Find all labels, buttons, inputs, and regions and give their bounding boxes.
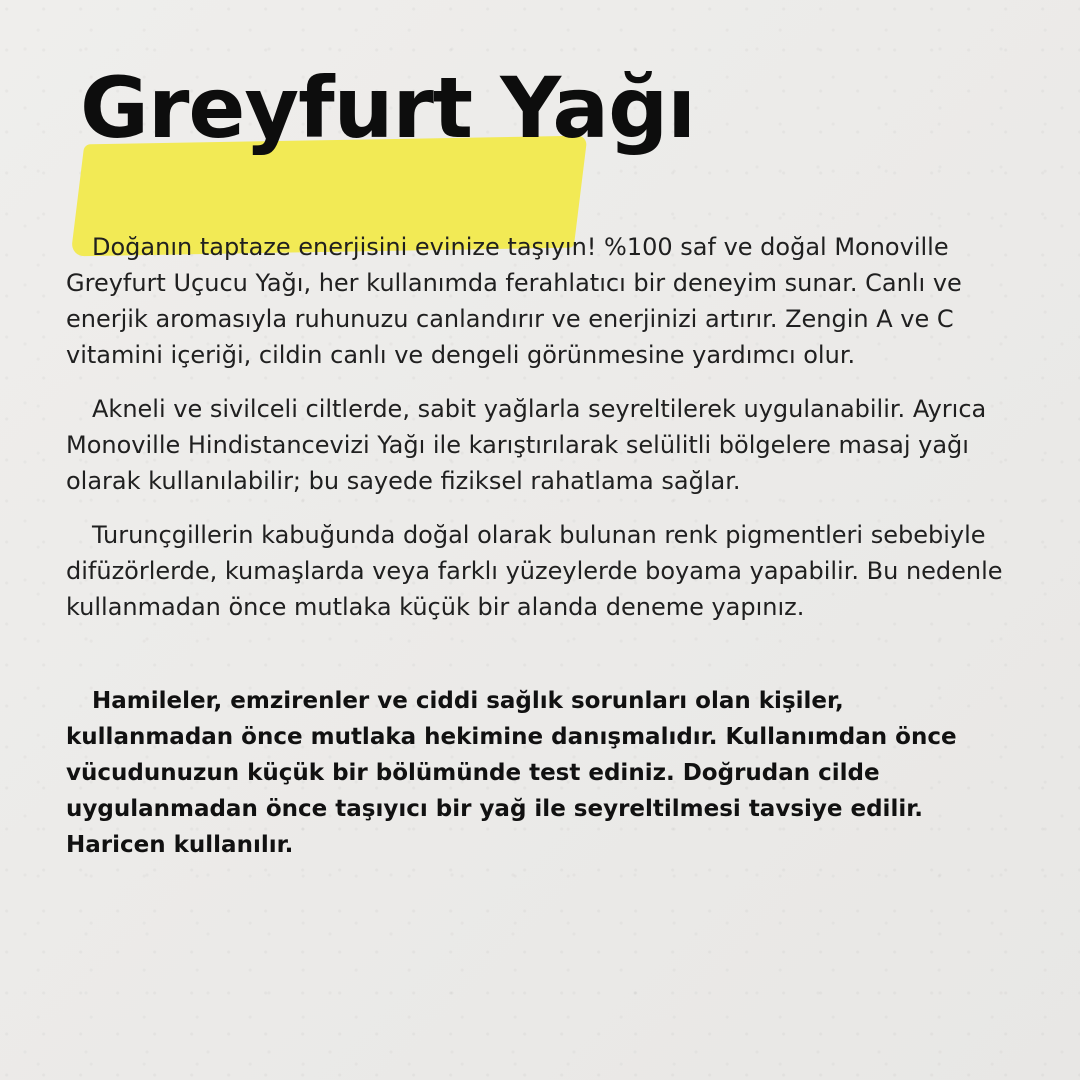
title-block	[78, 60, 778, 200]
paragraph-usage: Akneli ve sivilceli ciltlerde, sabit yağlarla seyreltilerek uygulanabilir. Ayrıca Monoville Hindistancevizi Yağı ile karıştırılarak selülitli bölgelere masaj yağı olarak kullanılabilir; bu sayede fiziksel rahatlama sağlar.	[66, 395, 987, 495]
page-title: Greyfurt Yağı	[80, 59, 695, 157]
warning-text: Hamileler, emzirenler ve ciddi sağlık sorunları olan kişiler, kullanmadan önce mutlaka hekimine danışmalıdır. Kullanımdan önce vücudunuzun küçük bir bölümünde test ediniz. Doğrudan cilde uygulanmadan önce taşıyıcı bir yağ ile seyreltilmesi tavsiye edilir. Haricen kullanılır.	[66, 688, 957, 858]
paragraph-caution: Turunçgillerin kabuğunda doğal olarak bulunan renk pigmentleri sebebiyle difüzörlerde, kumaşlarda veya farklı yüzeylerde boyama yapabilir. Bu nedenle kullanmadan önce mutlaka küçük bir alanda deneme yapınız.	[66, 521, 1003, 621]
content-area	[66, 229, 1016, 886]
paragraph-description: Doğanın taptaze enerjisini evinize taşıyın! %100 saf ve doğal Monoville Greyfurt Uçucu Yağı, her kullanımda ferahlatıcı bir deneyim sunar. Canlı ve enerjik aromasıyla ruhunuzu canlandırır ve enerjinizi artırır. Zengin A ve C vitamini içeriği, cildin canlı ve dengeli görünmesine yardımcı olur.	[66, 233, 962, 369]
